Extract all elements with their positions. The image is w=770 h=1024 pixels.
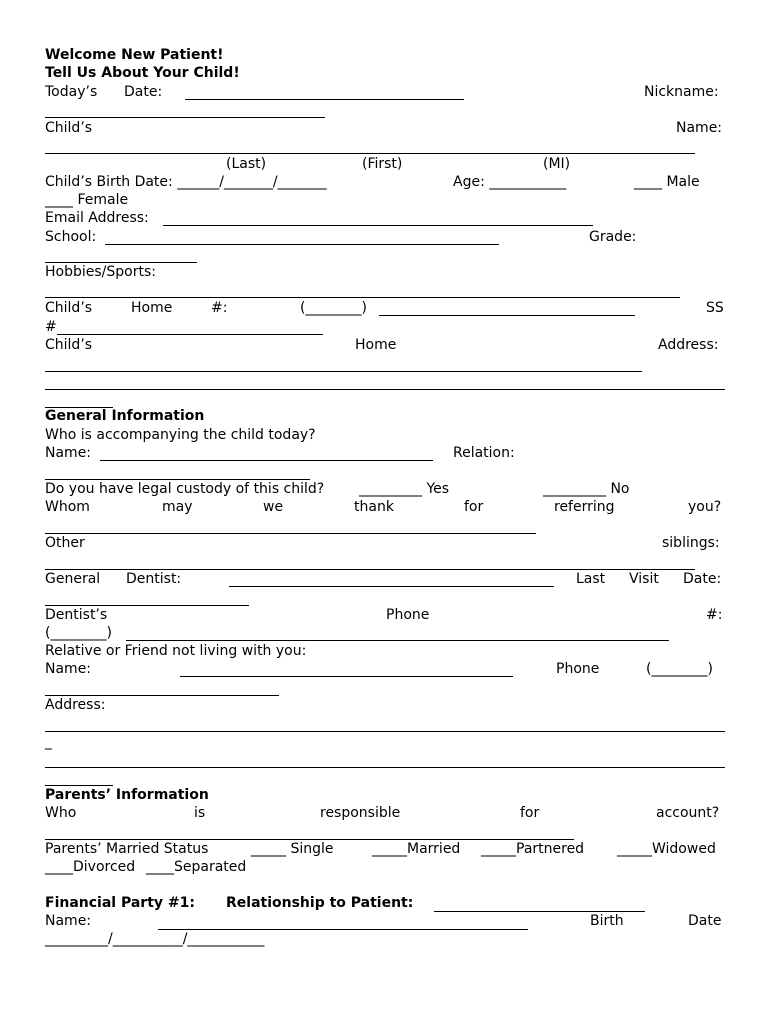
financial-birth-date-field[interactable]: _________/__________/___________ — [45, 931, 265, 947]
ss-label: SS — [706, 300, 724, 316]
email-field[interactable] — [163, 225, 593, 226]
dentist-phone-area-code[interactable]: (________) — [45, 625, 112, 641]
relative-phone-field[interactable] — [45, 695, 279, 696]
responsible-word: is — [194, 805, 206, 821]
last-visit-visit: Visit — [629, 571, 659, 587]
relative-address-label: Address: — [45, 697, 106, 713]
general-dentist-field[interactable] — [229, 586, 554, 587]
home-phone-home: Home — [131, 300, 173, 316]
relative-address-underscore: _ — [45, 734, 52, 750]
responsible-word: Who — [45, 805, 77, 821]
tell-us-heading: Tell Us About Your Child! — [45, 65, 240, 81]
financial-name-label: Name: — [45, 913, 92, 929]
birth-date-label: Date — [688, 913, 722, 929]
mi-caption: (MI) — [543, 156, 571, 172]
email-label: Email Address: — [45, 210, 149, 226]
married-status-label: Parents’ Married Status — [45, 841, 209, 857]
dentist-phone-hash: #: — [706, 607, 723, 623]
referral-word: referring — [554, 499, 615, 515]
male-option[interactable]: ____ Male — [634, 174, 700, 190]
custody-no-option[interactable]: _________ No — [543, 481, 630, 497]
referral-word: we — [263, 499, 284, 515]
status-married-option[interactable]: _____Married — [372, 841, 461, 857]
age-field[interactable]: Age: ___________ — [453, 174, 567, 190]
todays-label: Today’s — [45, 84, 98, 100]
home-phone-hash: #: — [211, 300, 228, 316]
birth-date-field[interactable]: Child’s Birth Date: ______/_______/_______ — [45, 174, 327, 190]
general-info-heading: General Information — [45, 408, 205, 424]
last-caption: (Last) — [226, 156, 267, 172]
relative-address-field-3[interactable] — [45, 785, 113, 786]
status-partnered-option[interactable]: _____Partnered — [481, 841, 585, 857]
relative-name-field[interactable] — [180, 676, 513, 677]
welcome-heading: Welcome New Patient! — [45, 47, 224, 63]
nickname-field[interactable] — [45, 117, 325, 118]
home-phone-area-code[interactable]: (________) — [300, 300, 367, 316]
relation-field[interactable] — [45, 479, 310, 480]
siblings-field[interactable] — [45, 569, 695, 570]
school-field[interactable] — [105, 244, 499, 245]
relative-address-field-1[interactable] — [45, 731, 725, 732]
address-label: Address: — [658, 337, 719, 353]
female-option[interactable]: ____ Female — [45, 192, 129, 208]
last-visit-date-field[interactable] — [45, 605, 249, 606]
nickname-label: Nickname: — [644, 84, 719, 100]
general-dentist-general: General — [45, 571, 101, 587]
accompany-name-field[interactable] — [100, 460, 433, 461]
status-separated-option[interactable]: ____Separated — [146, 859, 247, 875]
custody-yes-option[interactable]: _________ Yes — [359, 481, 450, 497]
address-field-2[interactable] — [45, 389, 725, 390]
responsible-word: responsible — [320, 805, 401, 821]
parents-info-heading: Parents’ Information — [45, 787, 209, 803]
dentists-label: Dentist’s — [45, 607, 108, 623]
other-label: Other — [45, 535, 85, 551]
relative-heading: Relative or Friend not living with you: — [45, 643, 307, 659]
referral-word: you? — [688, 499, 722, 515]
ss-hash: # — [45, 319, 57, 335]
todays-date-field[interactable] — [185, 99, 464, 100]
birth-label: Birth — [590, 913, 624, 929]
relation-label: Relation: — [453, 445, 515, 461]
grade-field[interactable] — [45, 262, 197, 263]
dentist-phone-label: Phone — [386, 607, 430, 623]
financial-name-field[interactable] — [158, 929, 528, 930]
accompanying-question: Who is accompanying the child today? — [45, 427, 316, 443]
first-caption: (First) — [362, 156, 403, 172]
general-dentist-label: Dentist: — [126, 571, 182, 587]
accompany-name-label: Name: — [45, 445, 92, 461]
referral-word: for — [464, 499, 484, 515]
referral-field[interactable] — [45, 533, 536, 534]
relative-address-field-2[interactable] — [45, 767, 725, 768]
ss-field[interactable] — [57, 334, 323, 335]
referral-word: Whom — [45, 499, 90, 515]
address-childs: Child’s — [45, 337, 93, 353]
responsible-field[interactable] — [45, 839, 574, 840]
home-phone-childs: Child’s — [45, 300, 93, 316]
relative-phone-label: Phone — [556, 661, 600, 677]
status-divorced-option[interactable]: ____Divorced — [45, 859, 136, 875]
status-single-option[interactable]: _____ Single — [251, 841, 334, 857]
responsible-word: account? — [656, 805, 720, 821]
child-name-field[interactable] — [45, 153, 695, 154]
relative-name-label: Name: — [45, 661, 92, 677]
referral-word: thank — [354, 499, 394, 515]
responsible-word: for — [520, 805, 540, 821]
address-field-1[interactable] — [45, 371, 642, 372]
relative-phone-area-code[interactable]: (________) — [646, 661, 713, 677]
relationship-field[interactable] — [434, 911, 645, 912]
financial-party-heading: Financial Party #1: — [45, 895, 195, 911]
siblings-label: siblings: — [662, 535, 720, 551]
dentist-phone-field[interactable] — [126, 640, 669, 641]
address-home: Home — [355, 337, 397, 353]
childs-label: Child’s — [45, 120, 93, 136]
last-visit-last: Last — [576, 571, 606, 587]
hobbies-field[interactable] — [45, 297, 680, 298]
referral-word: may — [162, 499, 193, 515]
grade-label: Grade: — [589, 229, 637, 245]
home-phone-field[interactable] — [379, 315, 635, 316]
last-visit-date-label: Date: — [683, 571, 722, 587]
custody-question: Do you have legal custody of this child? — [45, 481, 325, 497]
status-widowed-option[interactable]: _____Widowed — [617, 841, 716, 857]
relationship-label: Relationship to Patient: — [226, 895, 414, 911]
school-label: School: — [45, 229, 97, 245]
date-label: Date: — [124, 84, 163, 100]
name-label: Name: — [676, 120, 723, 136]
hobbies-label: Hobbies/Sports: — [45, 264, 156, 280]
